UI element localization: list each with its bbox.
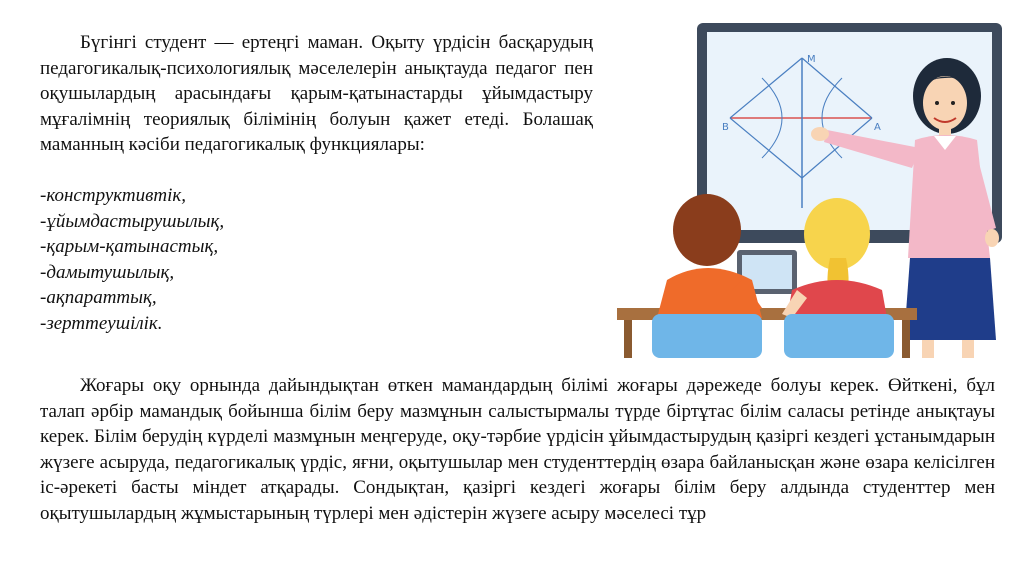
list-item: -ақпараттық,	[40, 287, 157, 308]
main-paragraph-text: Жоғары оқу орнында дайындықтан өткен мамандардың білімі жоғары дәрежеде болуы керек. Өйткені, бұл талап әрбір мамандық бойынша білім беру мазмұнын салыстырмалы түрде біртұтас білім саласы ретінде анықтауы керек. Білім берудің күрделі мазмұнын меңгеруде, оқу-тәрбие үрдісін ұйымдастырудың қазіргі кездегі ұстанымдарын жүзеге асыруда, педагогикалық үрдіс, яғни, оқытушылар мен студенттердің өзара байланысқан және өзара келісілген іс-әрекеті басты міндет атқарады. Сондықтан, қазіргі кездегі жоғары білім беру алдында студенттер мен оқытушылардың жұмыстарының түрлері мен әдістерін жүзеге асыру мәселесі тұр	[40, 375, 995, 524]
list-item: -конструктивтік,	[40, 185, 186, 206]
list-item: -дамытушылық,	[40, 261, 175, 283]
list-item: -зерттеушілік.	[40, 312, 163, 334]
list-item: -ұйымдастырушылық,	[40, 210, 225, 232]
board-letter-a: A	[874, 122, 881, 133]
teacher-classroom-illustration	[612, 18, 1012, 358]
functions-list	[40, 183, 440, 336]
board-letter-b: B	[722, 122, 729, 133]
intro-paragraph-text: Бүгінгі студент — ертеңгі маман. Оқыту үрдісін басқарудың педагогикалық-психологиялық мәселелерін анықтауда педагог пен оқушылардың арасындағы қарым-қатынастарды ұйымдастыру мұғалімнің теориялық білімінің болуын қажет етеді. Болашақ маманның кәсіби педагогикалық функциялары:	[40, 32, 593, 155]
main-paragraph	[40, 373, 995, 526]
board-letter-m: M	[807, 54, 816, 65]
list-item: -қарым-қатынастық,	[40, 236, 219, 257]
intro-paragraph	[40, 30, 593, 158]
chairs	[652, 314, 894, 358]
